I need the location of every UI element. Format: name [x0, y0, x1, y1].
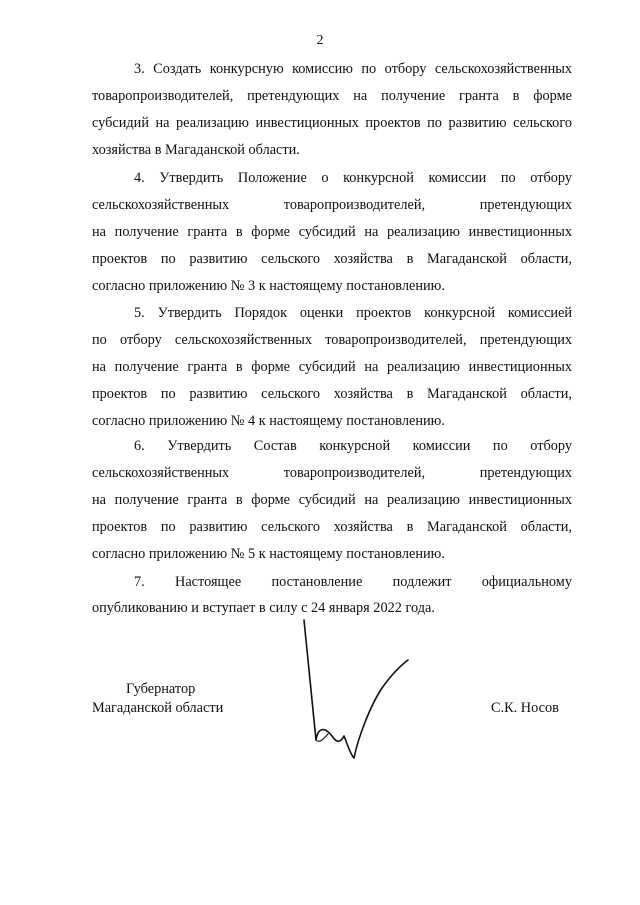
paragraph-6-line-2: сельскохозяйственных товаропроизводителей, претендующих — [92, 465, 572, 481]
paragraph-6-line-1: 6. Утвердить Состав конкурсной комиссии по отбору — [134, 438, 572, 454]
paragraph-5-line-3: на получение гранта в форме субсидий на реализацию инвестиционных — [92, 359, 572, 375]
signatory-title-line-2: Магаданской области — [92, 700, 224, 716]
paragraph-3-line-4: хозяйства в Магаданской области. — [92, 142, 300, 158]
paragraph-7-line-2: опубликованию и вступает в силу с 24 января 2022 года. — [92, 600, 435, 616]
paragraph-4-line-2: сельскохозяйственных товаропроизводителей, претендующих — [92, 197, 572, 213]
paragraph-4-line-4: проектов по развитию сельского хозяйства в Магаданской области, — [92, 251, 572, 267]
paragraph-6-line-4: проектов по развитию сельского хозяйства в Магаданской области, — [92, 519, 572, 535]
paragraph-7-line-1: 7. Настоящее постановление подлежит официальному — [134, 574, 572, 590]
paragraph-6-line-3: на получение гранта в форме субсидий на реализацию инвестиционных — [92, 492, 572, 508]
signatory-title — [92, 680, 223, 718]
paragraph-5-line-1: 5. Утвердить Порядок оценки проектов конкурсной комиссией — [134, 305, 572, 321]
handwritten-signature — [298, 618, 418, 760]
signatory-name: С.К. Носов — [491, 700, 559, 716]
paragraph-4-line-5: согласно приложению № 3 к настоящему постановлению. — [92, 278, 445, 294]
paragraph-5-line-5: согласно приложению № 4 к настоящему постановлению. — [92, 413, 445, 429]
page-number: 2 — [316, 33, 324, 48]
paragraph-3-line-2: товаропроизводителей, претендующих на получение гранта в форме — [92, 88, 572, 104]
paragraph-5-line-2: по отбору сельскохозяйственных товаропроизводителей, претендующих — [92, 332, 572, 348]
signatory-title-line-1: Губернатор — [126, 681, 196, 697]
paragraph-6-line-5: согласно приложению № 5 к настоящему постановлению. — [92, 546, 445, 562]
paragraph-5-line-4: проектов по развитию сельского хозяйства в Магаданской области, — [92, 386, 572, 402]
paragraph-4-line-1: 4. Утвердить Положение о конкурсной комиссии по отбору — [134, 170, 572, 186]
paragraph-3-line-3: субсидий на реализацию инвестиционных проектов по развитию сельского — [92, 115, 572, 131]
paragraph-4-line-3: на получение гранта в форме субсидий на реализацию инвестиционных — [92, 224, 572, 240]
paragraph-3-line-1: 3. Создать конкурсную комиссию по отбору сельскохозяйственных — [134, 61, 572, 77]
